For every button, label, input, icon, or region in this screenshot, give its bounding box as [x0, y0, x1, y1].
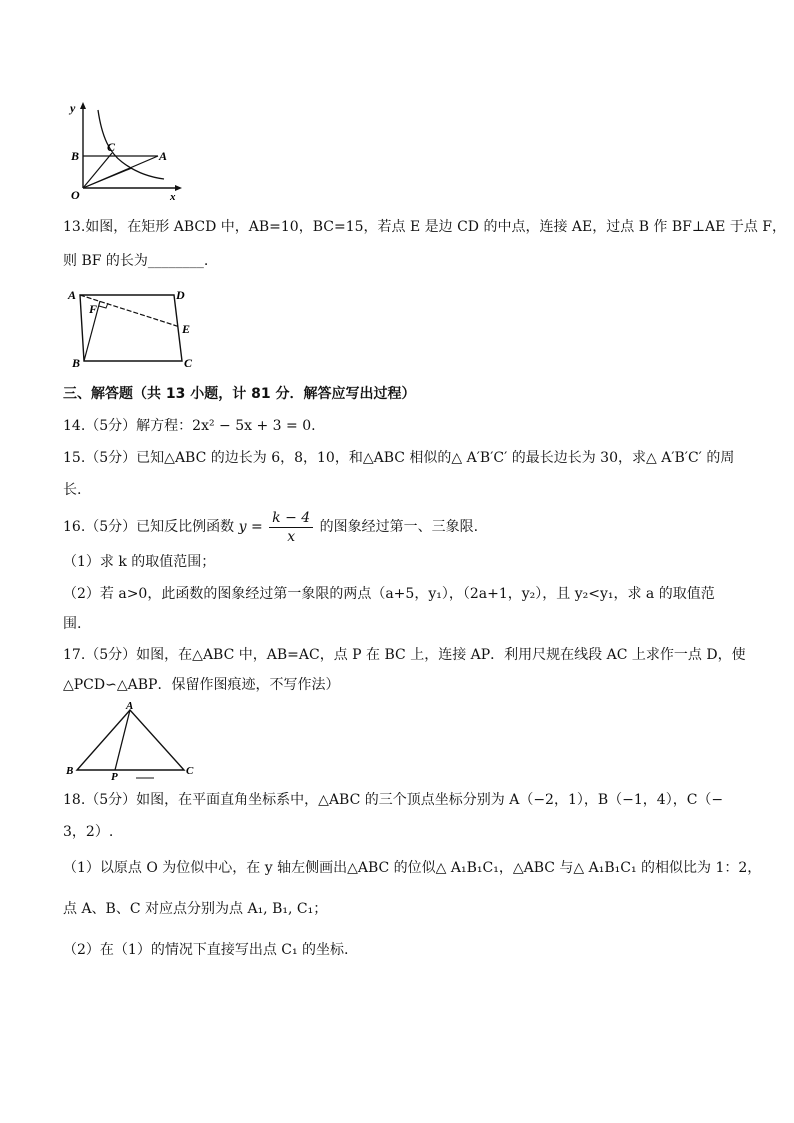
q15-line2: 长.: [63, 482, 82, 498]
q13-line1: 13.如图，在矩形 ABCD 中，AB=10，BC=15，若点 E 是边 CD 的中点，连接 AE，过点 B 作 BF⊥AE 于点 F，: [63, 219, 786, 235]
q16-suffix: 的图象经过第一、三象限.: [319, 519, 479, 535]
q16-stem: [63, 507, 478, 547]
label-x: x: [170, 191, 176, 203]
q16-y-eq: y =: [238, 519, 263, 535]
label-y: y: [70, 101, 76, 115]
x-axis-arrow: [175, 185, 182, 191]
q16-part2-line1: （2）若 a>0，此函数的图象经过第一象限的两点（a+5，y₁），（2a+1，y₂），且 y₂<y₁，求 a 的取值范: [63, 586, 715, 602]
q15-line1: 15.（5分）已知△ABC 的边长为 6，8，10，和△ABC 相似的△ A′B′C′ 的最长边长为 30，求△ A′B′C′ 的周: [63, 450, 735, 466]
label-f: F: [89, 302, 98, 316]
q18-part2: （2）在（1）的情况下直接写出点 C₁ 的坐标.: [63, 942, 349, 958]
q13-line2: 则 BF 的长为________.: [63, 253, 209, 269]
label-p: P: [111, 771, 118, 782]
q16-fraction-denominator: x: [287, 528, 296, 545]
q17-line2: △PCD∽△ABP．保留作图痕迹，不写作法）: [63, 677, 340, 693]
q18-line1: 18.（5分）如图，在平面直角坐标系中，△ABC 的三个顶点坐标分别为 A（−2，1），B（−1，4），C（−: [63, 792, 724, 808]
q16-fraction: [269, 509, 313, 546]
triangle-abc: [77, 710, 184, 770]
q16-prefix: 16.（5分）已知反比例函数: [63, 519, 235, 535]
q14-text: 14.（5分）解方程：2x² − 5x + 3 = 0.: [63, 418, 316, 434]
label-a: A: [126, 700, 134, 712]
q13-figure: [60, 283, 200, 373]
q12-figure: [60, 98, 190, 208]
section-3-title: 三、解答题（共 13 小题，计 81 分．解答应写出过程）: [63, 386, 416, 402]
label-c: C: [186, 765, 194, 777]
label-b: B: [72, 356, 81, 370]
label-a: A: [159, 149, 168, 163]
segment-oc: [83, 153, 112, 188]
label-a: A: [68, 288, 77, 302]
label-c: C: [184, 356, 193, 370]
q17-line1: 17.（5分）如图，在△ABC 中，AB=AC，点 P 在 BC 上，连接 AP．利用尺规在线段 AC 上求作一点 D，使: [63, 647, 746, 663]
q18-line2: 3，2）.: [63, 824, 114, 840]
q18-part1-line1: （1）以原点 O 为位似中心，在 y 轴左侧画出△ABC 的位似△ A₁B₁C₁，△ABC 与△ A₁B₁C₁ 的相似比为 1：2，: [63, 860, 762, 876]
label-d: D: [176, 288, 185, 302]
y-axis-arrow: [80, 102, 86, 109]
q17-figure: [62, 700, 207, 782]
label-c: C: [107, 140, 116, 154]
label-b: B: [71, 149, 80, 163]
q18-part1-line2: 点 A、B、C 对应点分别为点 A₁, B₁, C₁；: [63, 901, 328, 917]
q16-part2-line2: 围.: [63, 616, 82, 632]
q16-part1: （1）求 k 的取值范围；: [63, 554, 216, 570]
segment-o-curve: [83, 168, 132, 188]
label-e: E: [182, 322, 191, 336]
q16-fraction-numerator: k − 4: [269, 509, 313, 528]
label-b: B: [66, 765, 74, 777]
label-o: O: [71, 188, 80, 202]
